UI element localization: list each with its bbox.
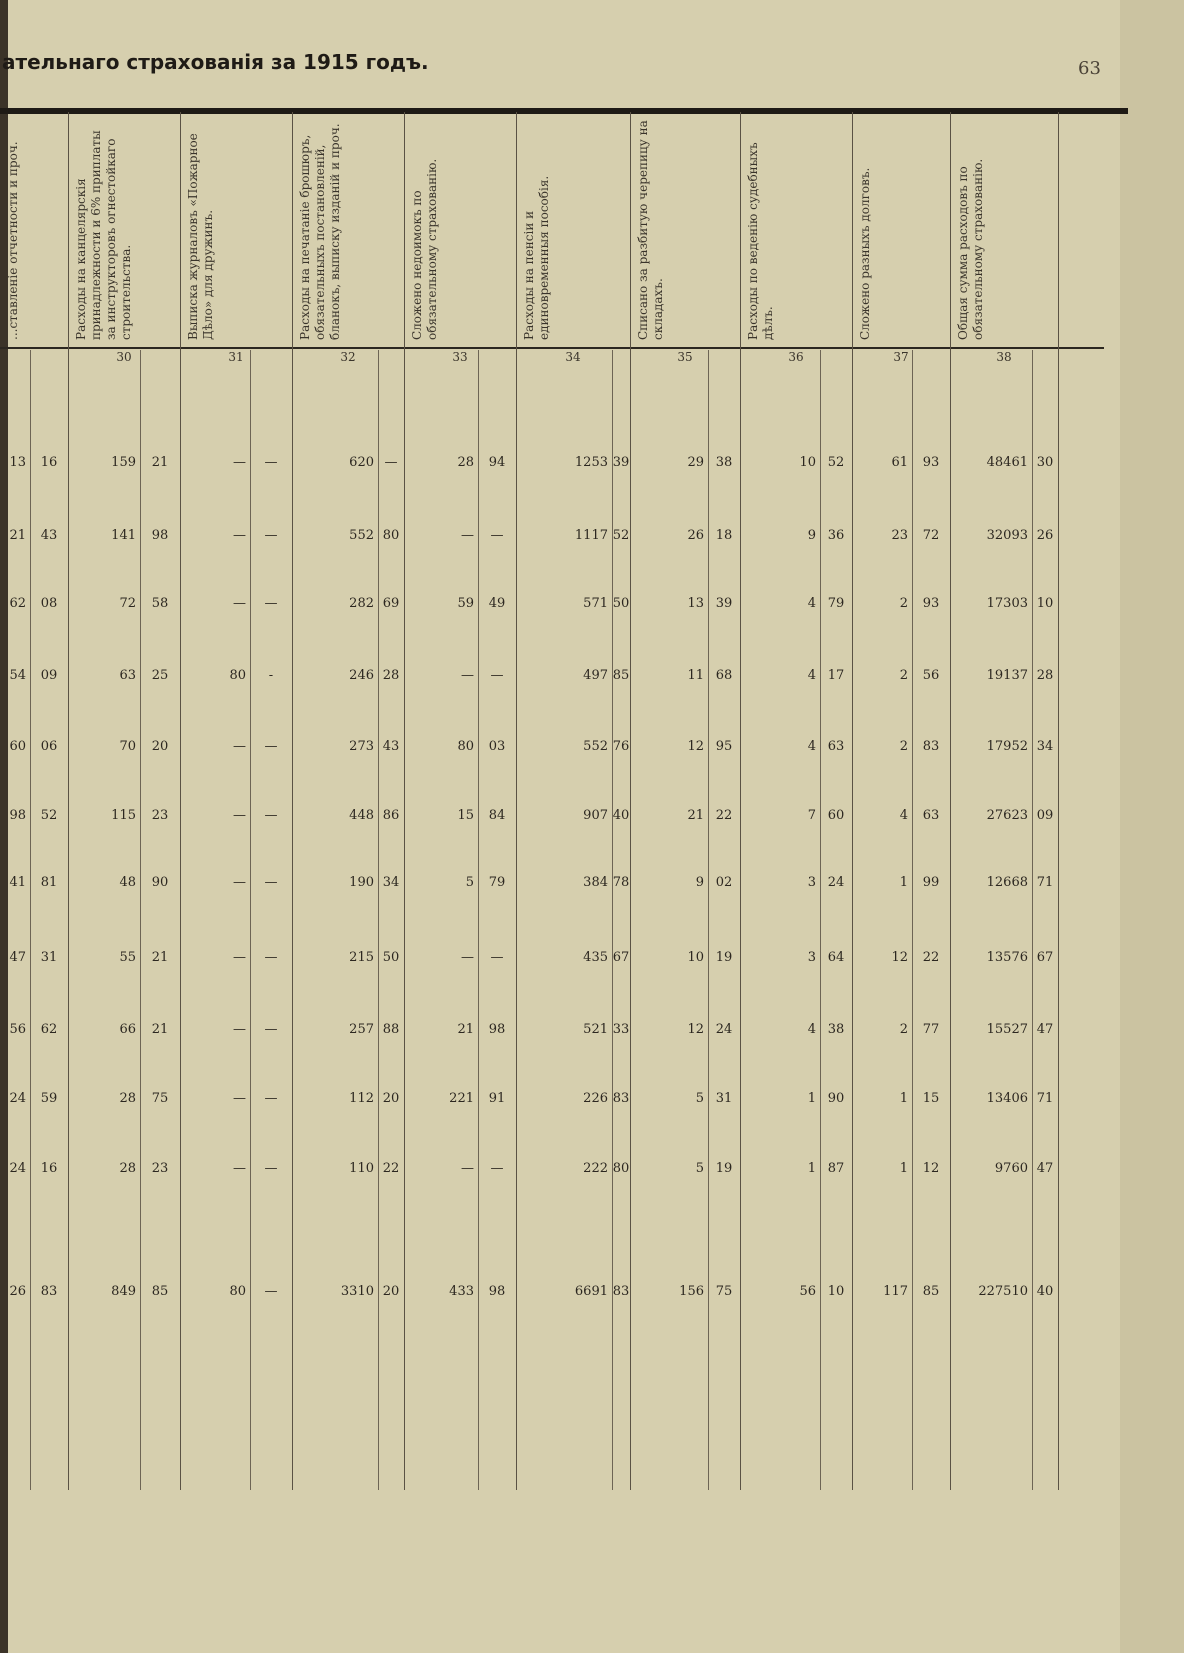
cell-rubles: 29 bbox=[687, 455, 704, 470]
cell-rubles: 10 bbox=[799, 455, 816, 470]
cell-kopecks: 58 bbox=[151, 596, 169, 611]
column-number: 36 bbox=[788, 350, 804, 364]
cell-kopecks: 75 bbox=[715, 1284, 733, 1299]
cell-kopecks: 67 bbox=[1036, 950, 1054, 965]
cell-rubles: 384 bbox=[583, 875, 608, 890]
cell-rubles: 26 bbox=[687, 528, 704, 543]
cell-kopecks: — bbox=[264, 1091, 278, 1106]
cell-kopecks: 62 bbox=[40, 1022, 58, 1037]
cell-kopecks: 08 bbox=[40, 596, 58, 611]
cell-rubles: 12 bbox=[687, 739, 704, 754]
cell-rubles: 4 bbox=[807, 668, 816, 683]
cell-rubles: 21 bbox=[9, 528, 26, 543]
column-header: Расходы по веденію судебныхъ дѣлъ. bbox=[746, 142, 775, 340]
cell-rubles: 12668 bbox=[986, 875, 1028, 890]
cell-rubles: 435 bbox=[583, 950, 608, 965]
column-header: Сложено разныхъ долговъ. bbox=[858, 167, 872, 340]
cell-rubles: 2 bbox=[899, 739, 908, 754]
cell-rubles: 48 bbox=[119, 875, 136, 890]
cell-rubles: 257 bbox=[349, 1022, 374, 1037]
cell-kopecks: 20 bbox=[382, 1091, 400, 1106]
cell-rubles: 23 bbox=[891, 528, 908, 543]
cell-kopecks: 71 bbox=[1036, 875, 1054, 890]
cell-kopecks: — bbox=[264, 596, 278, 611]
cell-kopecks: 50 bbox=[382, 950, 400, 965]
cell-kopecks: 16 bbox=[40, 455, 58, 470]
cell-kopecks: 19 bbox=[715, 1161, 733, 1176]
cell-rubles: 552 bbox=[583, 739, 608, 754]
cell-kopecks: 83 bbox=[612, 1284, 630, 1299]
cell-rubles: 17303 bbox=[986, 596, 1028, 611]
column-number: 38 bbox=[996, 350, 1012, 364]
column-number: 32 bbox=[340, 350, 356, 364]
cell-rubles: 221 bbox=[449, 1091, 474, 1106]
page-title: ательнаго страхованія за 1915 годъ. bbox=[2, 50, 429, 74]
cell-rubles: 1253 bbox=[574, 455, 608, 470]
cell-kopecks: 52 bbox=[40, 808, 58, 823]
cell-kopecks: 60 bbox=[827, 808, 845, 823]
cell-kopecks: 85 bbox=[922, 1284, 940, 1299]
cell-kopecks: 88 bbox=[382, 1022, 400, 1037]
cell-kopecks: 22 bbox=[382, 1161, 400, 1176]
column-number: 33 bbox=[452, 350, 468, 364]
cell-kopecks: 34 bbox=[1036, 739, 1054, 754]
table-row bbox=[0, 732, 1104, 762]
cell-rubles: 4 bbox=[899, 808, 908, 823]
column-number: 34 bbox=[565, 350, 581, 364]
cell-rubles: 72 bbox=[119, 596, 136, 611]
cell-rubles: 273 bbox=[349, 739, 374, 754]
cell-kopecks: 81 bbox=[40, 875, 58, 890]
cell-rubles: 54 bbox=[9, 668, 26, 683]
column-header: Расходы на пенсіи и единовременныя пособія. bbox=[522, 175, 551, 340]
cell-kopecks: 43 bbox=[40, 528, 58, 543]
cell-rubles: 41 bbox=[9, 875, 26, 890]
cell-rubles: 1 bbox=[807, 1161, 816, 1176]
cell-kopecks: 98 bbox=[151, 528, 169, 543]
cell-rubles: 48461 bbox=[986, 455, 1028, 470]
table-row bbox=[0, 448, 1104, 478]
cell-rubles: 2 bbox=[899, 596, 908, 611]
cell-rubles: — bbox=[233, 455, 246, 470]
column-header: ...ставленіе отчетности и проч. bbox=[6, 141, 20, 340]
cell-kopecks: 52 bbox=[612, 528, 630, 543]
cell-rubles: 13406 bbox=[986, 1091, 1028, 1106]
cell-kopecks: 40 bbox=[612, 808, 630, 823]
cell-kopecks: — bbox=[490, 950, 504, 965]
cell-rubles: — bbox=[461, 528, 474, 543]
cell-kopecks: 64 bbox=[827, 950, 845, 965]
cell-rubles: 62 bbox=[9, 596, 26, 611]
cell-rubles: 21 bbox=[687, 808, 704, 823]
cell-kopecks: 79 bbox=[488, 875, 506, 890]
cell-rubles: — bbox=[461, 950, 474, 965]
cell-rubles: 1 bbox=[899, 1091, 908, 1106]
cell-kopecks: 98 bbox=[488, 1284, 506, 1299]
cell-rubles: 56 bbox=[9, 1022, 26, 1037]
cell-kopecks: 09 bbox=[40, 668, 58, 683]
cell-kopecks: 22 bbox=[922, 950, 940, 965]
cell-rubles: 5 bbox=[465, 875, 474, 890]
cell-kopecks: 31 bbox=[40, 950, 58, 965]
cell-kopecks: — bbox=[264, 808, 278, 823]
cell-rubles: 15 bbox=[457, 808, 474, 823]
cell-rubles: 156 bbox=[679, 1284, 704, 1299]
cell-rubles: — bbox=[233, 1022, 246, 1037]
cell-kopecks: 21 bbox=[151, 950, 169, 965]
table-row bbox=[0, 801, 1104, 831]
cell-rubles: 433 bbox=[449, 1284, 474, 1299]
cell-kopecks: 17 bbox=[827, 668, 845, 683]
cell-kopecks: — bbox=[490, 528, 504, 543]
cell-rubles: 27623 bbox=[986, 808, 1028, 823]
cell-rubles: — bbox=[233, 528, 246, 543]
cell-rubles: 19137 bbox=[986, 668, 1028, 683]
cell-kopecks: 20 bbox=[382, 1284, 400, 1299]
column-number: 30 bbox=[116, 350, 132, 364]
table-top-rule bbox=[0, 108, 1128, 114]
cell-rubles: 3 bbox=[807, 950, 816, 965]
cell-rubles: 63 bbox=[119, 668, 136, 683]
cell-kopecks: — bbox=[264, 950, 278, 965]
cell-rubles: — bbox=[233, 1091, 246, 1106]
cell-kopecks: 75 bbox=[151, 1091, 169, 1106]
cell-rubles: 227510 bbox=[978, 1284, 1028, 1299]
cell-kopecks: 31 bbox=[715, 1091, 733, 1106]
cell-kopecks: 10 bbox=[827, 1284, 845, 1299]
cell-kopecks: 94 bbox=[488, 455, 506, 470]
cell-kopecks: — bbox=[264, 1284, 278, 1299]
table-row bbox=[0, 589, 1104, 619]
cell-kopecks: 06 bbox=[40, 739, 58, 754]
cell-kopecks: 87 bbox=[827, 1161, 845, 1176]
cell-kopecks: 26 bbox=[1036, 528, 1054, 543]
cell-rubles: 3310 bbox=[340, 1284, 374, 1299]
cell-kopecks: — bbox=[384, 455, 398, 470]
cell-kopecks: 84 bbox=[488, 808, 506, 823]
cell-rubles: 80 bbox=[457, 739, 474, 754]
cell-rubles: 521 bbox=[583, 1022, 608, 1037]
cell-kopecks: 39 bbox=[715, 596, 733, 611]
cell-kopecks: 63 bbox=[827, 739, 845, 754]
cell-rubles: 15527 bbox=[986, 1022, 1028, 1037]
cell-kopecks: 95 bbox=[715, 739, 733, 754]
cell-kopecks: 16 bbox=[40, 1161, 58, 1176]
cell-kopecks: 50 bbox=[612, 596, 630, 611]
cell-kopecks: — bbox=[264, 455, 278, 470]
cell-rubles: — bbox=[233, 596, 246, 611]
column-header: Списано за разбитую черепицу на складахъ. bbox=[636, 120, 665, 340]
cell-kopecks: 28 bbox=[1036, 668, 1054, 683]
cell-rubles: 5 bbox=[695, 1091, 704, 1106]
cell-kopecks: — bbox=[490, 668, 504, 683]
cell-kopecks: 30 bbox=[1036, 455, 1054, 470]
cell-rubles: 55 bbox=[119, 950, 136, 965]
cell-rubles: — bbox=[233, 808, 246, 823]
cell-kopecks: 18 bbox=[715, 528, 733, 543]
cell-kopecks: 78 bbox=[612, 875, 630, 890]
cell-kopecks: — bbox=[264, 528, 278, 543]
cell-rubles: 59 bbox=[457, 596, 474, 611]
cell-rubles: 13 bbox=[9, 455, 26, 470]
cell-rubles: 12 bbox=[891, 950, 908, 965]
cell-rubles: 3 bbox=[807, 875, 816, 890]
cell-kopecks: 23 bbox=[151, 808, 169, 823]
cell-kopecks: 49 bbox=[488, 596, 506, 611]
cell-kopecks: 99 bbox=[922, 875, 940, 890]
cell-kopecks: 91 bbox=[488, 1091, 506, 1106]
cell-kopecks: — bbox=[264, 739, 278, 754]
cell-rubles: 13 bbox=[687, 596, 704, 611]
cell-rubles: 70 bbox=[119, 739, 136, 754]
cell-kopecks: 68 bbox=[715, 668, 733, 683]
cell-kopecks: 20 bbox=[151, 739, 169, 754]
cell-kopecks: 19 bbox=[715, 950, 733, 965]
cell-rubles: 1117 bbox=[574, 528, 608, 543]
cell-rubles: 141 bbox=[111, 528, 136, 543]
cell-kopecks: 21 bbox=[151, 1022, 169, 1037]
cell-kopecks: 15 bbox=[922, 1091, 940, 1106]
cell-rubles: 4 bbox=[807, 596, 816, 611]
column-number: 35 bbox=[677, 350, 693, 364]
cell-kopecks: 83 bbox=[922, 739, 940, 754]
cell-kopecks: 85 bbox=[151, 1284, 169, 1299]
table-row bbox=[0, 521, 1104, 551]
cell-kopecks: 67 bbox=[612, 950, 630, 965]
cell-rubles: 32093 bbox=[986, 528, 1028, 543]
cell-rubles: 80 bbox=[229, 668, 246, 683]
cell-rubles: 56 bbox=[799, 1284, 816, 1299]
cell-rubles: — bbox=[461, 1161, 474, 1176]
cell-kopecks: 38 bbox=[827, 1022, 845, 1037]
cell-kopecks: 09 bbox=[1036, 808, 1054, 823]
cell-kopecks: 24 bbox=[827, 875, 845, 890]
cell-rubles: 2 bbox=[899, 1022, 908, 1037]
cell-rubles: 12 bbox=[687, 1022, 704, 1037]
cell-kopecks: 43 bbox=[382, 739, 400, 754]
cell-kopecks: 02 bbox=[715, 875, 733, 890]
cell-kopecks: — bbox=[264, 1161, 278, 1176]
cell-kopecks: 39 bbox=[612, 455, 630, 470]
cell-rubles: 24 bbox=[9, 1091, 26, 1106]
cell-kopecks: 98 bbox=[488, 1022, 506, 1037]
cell-rubles: 1 bbox=[899, 1161, 908, 1176]
cell-rubles: 80 bbox=[229, 1284, 246, 1299]
table-row bbox=[0, 1154, 1104, 1184]
cell-rubles: 190 bbox=[349, 875, 374, 890]
cell-kopecks: — bbox=[264, 875, 278, 890]
cell-kopecks: 10 bbox=[1036, 596, 1054, 611]
cell-rubles: 61 bbox=[891, 455, 908, 470]
cell-kopecks: 33 bbox=[612, 1022, 630, 1037]
cell-rubles: 21 bbox=[457, 1022, 474, 1037]
cell-kopecks: 80 bbox=[382, 528, 400, 543]
cell-kopecks: 80 bbox=[612, 1161, 630, 1176]
cell-rubles: 9 bbox=[695, 875, 704, 890]
cell-rubles: 28 bbox=[457, 455, 474, 470]
cell-kopecks: 90 bbox=[827, 1091, 845, 1106]
cell-kopecks: 12 bbox=[922, 1161, 940, 1176]
cell-rubles: 4 bbox=[807, 739, 816, 754]
cell-kopecks: - bbox=[268, 668, 274, 683]
column-header: Сложено недоимокъ по обязательному страхованію. bbox=[410, 158, 439, 340]
cell-rubles: 7 bbox=[807, 808, 816, 823]
table-row bbox=[0, 943, 1104, 973]
page-right-margin bbox=[1120, 0, 1184, 1653]
cell-kopecks: — bbox=[264, 1022, 278, 1037]
cell-kopecks: — bbox=[490, 1161, 504, 1176]
cell-kopecks: 21 bbox=[151, 455, 169, 470]
cell-rubles: — bbox=[233, 1161, 246, 1176]
cell-rubles: 497 bbox=[583, 668, 608, 683]
column-number: 31 bbox=[228, 350, 244, 364]
cell-kopecks: 24 bbox=[715, 1022, 733, 1037]
cell-kopecks: 86 bbox=[382, 808, 400, 823]
cell-kopecks: 76 bbox=[612, 739, 630, 754]
cell-rubles: — bbox=[461, 668, 474, 683]
cell-kopecks: 93 bbox=[922, 596, 940, 611]
column-number: 37 bbox=[893, 350, 909, 364]
cell-kopecks: 36 bbox=[827, 528, 845, 543]
cell-rubles: 24 bbox=[9, 1161, 26, 1176]
cell-kopecks: 63 bbox=[922, 808, 940, 823]
cell-kopecks: 03 bbox=[488, 739, 506, 754]
cell-rubles: — bbox=[233, 739, 246, 754]
table-row bbox=[0, 1015, 1104, 1045]
cell-kopecks: 85 bbox=[612, 668, 630, 683]
cell-rubles: 246 bbox=[349, 668, 374, 683]
cell-kopecks: 69 bbox=[382, 596, 400, 611]
cell-rubles: 620 bbox=[349, 455, 374, 470]
cell-rubles: 1 bbox=[807, 1091, 816, 1106]
cell-rubles: 6691 bbox=[574, 1284, 608, 1299]
cell-rubles: 2 bbox=[899, 668, 908, 683]
cell-rubles: 115 bbox=[111, 808, 136, 823]
cell-kopecks: 83 bbox=[40, 1284, 58, 1299]
cell-rubles: — bbox=[233, 950, 246, 965]
cell-rubles: 28 bbox=[119, 1161, 136, 1176]
table-row bbox=[0, 661, 1104, 691]
cell-rubles: 13576 bbox=[986, 950, 1028, 965]
totals-row bbox=[0, 1277, 1104, 1307]
table-row bbox=[0, 868, 1104, 898]
cell-rubles: 10 bbox=[687, 950, 704, 965]
column-header: Общая сумма расходовъ по обязательному страхованію. bbox=[956, 158, 985, 340]
cell-kopecks: 72 bbox=[922, 528, 940, 543]
cell-rubles: 448 bbox=[349, 808, 374, 823]
cell-kopecks: 38 bbox=[715, 455, 733, 470]
cell-rubles: 26 bbox=[9, 1284, 26, 1299]
cell-rubles: 222 bbox=[583, 1161, 608, 1176]
cell-kopecks: 79 bbox=[827, 596, 845, 611]
cell-kopecks: 83 bbox=[612, 1091, 630, 1106]
cell-rubles: 17952 bbox=[986, 739, 1028, 754]
cell-rubles: 110 bbox=[349, 1161, 374, 1176]
cell-kopecks: 47 bbox=[1036, 1022, 1054, 1037]
cell-kopecks: 28 bbox=[382, 668, 400, 683]
cell-rubles: 11 bbox=[687, 668, 704, 683]
cell-rubles: 282 bbox=[349, 596, 374, 611]
cell-rubles: 47 bbox=[9, 950, 26, 965]
cell-rubles: 552 bbox=[349, 528, 374, 543]
cell-kopecks: 93 bbox=[922, 455, 940, 470]
cell-kopecks: 56 bbox=[922, 668, 940, 683]
cell-rubles: 571 bbox=[583, 596, 608, 611]
cell-rubles: 117 bbox=[883, 1284, 908, 1299]
cell-rubles: — bbox=[233, 875, 246, 890]
cell-rubles: 159 bbox=[111, 455, 136, 470]
cell-rubles: 9 bbox=[807, 528, 816, 543]
table-header-rule bbox=[0, 347, 1104, 349]
column-header: Расходы на канцелярскія принадлежности и 6% приплаты за инструкторовъ огнестойкаго строительства. bbox=[74, 130, 133, 340]
cell-rubles: 112 bbox=[349, 1091, 374, 1106]
page-number: 63 bbox=[1078, 58, 1101, 79]
cell-rubles: 215 bbox=[349, 950, 374, 965]
cell-kopecks: 23 bbox=[151, 1161, 169, 1176]
cell-kopecks: 90 bbox=[151, 875, 169, 890]
cell-kopecks: 77 bbox=[922, 1022, 940, 1037]
cell-rubles: 4 bbox=[807, 1022, 816, 1037]
cell-kopecks: 25 bbox=[151, 668, 169, 683]
cell-kopecks: 47 bbox=[1036, 1161, 1054, 1176]
cell-rubles: 9760 bbox=[994, 1161, 1028, 1176]
cell-kopecks: 59 bbox=[40, 1091, 58, 1106]
cell-rubles: 849 bbox=[111, 1284, 136, 1299]
column-header: Выписка журналовъ «Пожарное Дѣло» для дружинъ. bbox=[186, 133, 215, 340]
cell-rubles: 66 bbox=[119, 1022, 136, 1037]
cell-rubles: 5 bbox=[695, 1161, 704, 1176]
cell-rubles: 1 bbox=[899, 875, 908, 890]
table-row bbox=[0, 1084, 1104, 1114]
column-header: Расходы на печатаніе брошюръ, обязательныхъ постановленій, бланокъ, выписку изданій и проч. bbox=[298, 123, 342, 340]
cell-rubles: 907 bbox=[583, 808, 608, 823]
cell-kopecks: 22 bbox=[715, 808, 733, 823]
cell-kopecks: 34 bbox=[382, 875, 400, 890]
cell-rubles: 98 bbox=[9, 808, 26, 823]
cell-rubles: 226 bbox=[583, 1091, 608, 1106]
cell-kopecks: 52 bbox=[827, 455, 845, 470]
cell-rubles: 60 bbox=[9, 739, 26, 754]
cell-kopecks: 40 bbox=[1036, 1284, 1054, 1299]
cell-rubles: 28 bbox=[119, 1091, 136, 1106]
cell-kopecks: 71 bbox=[1036, 1091, 1054, 1106]
